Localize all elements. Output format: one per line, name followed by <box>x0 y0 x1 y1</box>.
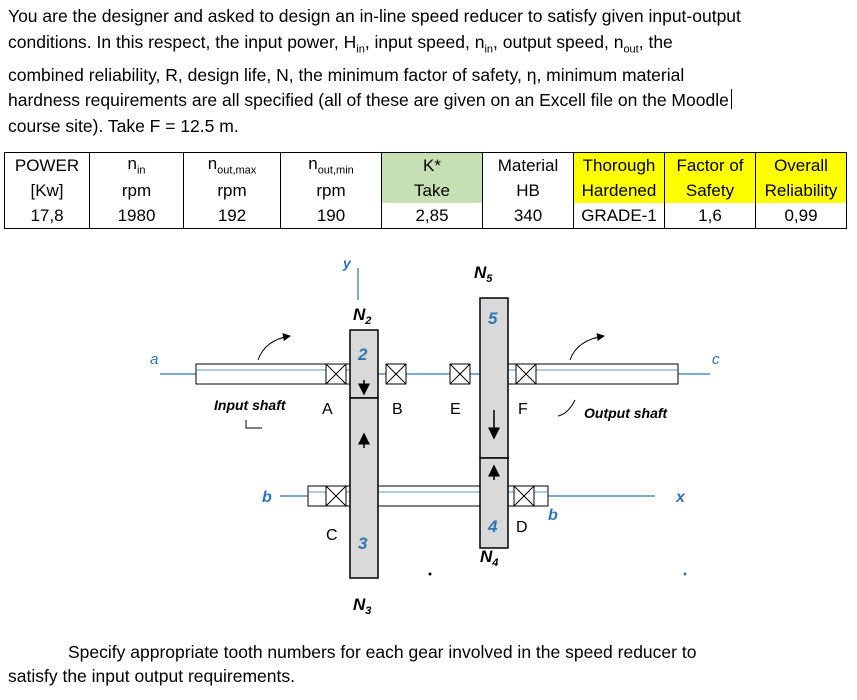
unit-rpm-out-min: rpm <box>281 178 382 203</box>
input-shaft-leader <box>246 420 262 428</box>
label-input-shaft: Input shaft <box>214 397 286 413</box>
task-question <box>8 640 848 688</box>
label-output-shaft: Output shaft <box>584 405 668 421</box>
header-power: POWER <box>5 153 90 179</box>
label-bearing-c: C <box>326 527 338 544</box>
bearing-d <box>514 486 534 506</box>
label-n2: $N_2$ <box>353 305 372 327</box>
value-n-out-min: 190 <box>281 203 382 229</box>
label-n3: $N_3$ <box>353 595 372 617</box>
value-n-in: 1980 <box>90 203 184 229</box>
intro-line-5: course site). Take F = 12.5 m. <box>8 115 239 136</box>
input-shaft <box>196 364 374 384</box>
label-a: a <box>150 351 159 368</box>
unit-hardened: Hardened <box>574 178 665 203</box>
gear-train-diagram <box>0 240 857 630</box>
value-grade: GRADE-1 <box>574 203 665 229</box>
label-n4: $N_4$ <box>480 547 499 569</box>
unit-rpm-out-max: rpm <box>184 178 281 203</box>
label-y: y <box>343 255 351 271</box>
label-c: c <box>712 351 720 368</box>
header-thorough: Thorough <box>574 153 665 179</box>
header-n-out-min: $n_{out,min}$ <box>281 153 382 179</box>
unit-reliability: Reliability <box>756 178 847 203</box>
label-b-left: b <box>262 489 272 506</box>
output-rotation-arrow-icon <box>570 336 604 360</box>
bearing-f <box>516 364 536 384</box>
bearing-b <box>386 364 406 384</box>
bearing-e <box>450 364 470 384</box>
header-material: Material <box>483 153 574 179</box>
text-cursor <box>731 89 732 109</box>
unit-rpm-in: rpm <box>90 178 184 203</box>
label-bearing-a: A <box>322 401 333 418</box>
unit-hb: HB <box>483 178 574 203</box>
value-safety: 1,6 <box>665 203 756 229</box>
value-hb: 340 <box>483 203 574 229</box>
output-shaft-leader <box>558 400 575 416</box>
gear-5-number: 5 <box>488 309 498 328</box>
specification-table <box>4 152 847 229</box>
intro-line-2: conditions. In this respect, the input power, $H_{in}$, input speed, $n_{in}$, output speed, $n_{out}$, the <box>8 31 673 55</box>
label-b-right: b <box>548 507 558 524</box>
header-factor-of: Factor of <box>665 153 756 179</box>
label-bearing-b: B <box>392 401 403 418</box>
header-n-in: $n_{in}$ <box>90 153 184 179</box>
intro-line-3: combined reliability, R, design life, N, the minimum factor of safety, η, minimum material <box>8 64 685 85</box>
value-k-star: 2,85 <box>382 203 483 229</box>
stray-dot <box>684 573 687 576</box>
gear-2-number: 2 <box>358 345 368 364</box>
header-n-out-max: $n_{out,max}$ <box>184 153 281 179</box>
label-bearing-f: F <box>518 401 528 418</box>
unit-kw: [Kw] <box>5 178 90 203</box>
intro-line-4: hardness requirements are all specified (all of these are given on an Excell file on the Moodle <box>8 88 848 114</box>
bearing-a <box>326 364 346 384</box>
label-x: x <box>676 489 685 506</box>
value-n-out-max: 192 <box>184 203 281 229</box>
header-overall: Overall <box>756 153 847 179</box>
gear-3-number: 3 <box>358 534 368 553</box>
gear-4-number: 4 <box>488 517 498 536</box>
label-n5: $N_5$ <box>474 263 493 285</box>
header-k-star: K* <box>382 153 483 179</box>
value-reliability: 0,99 <box>756 203 847 229</box>
stray-dot <box>429 573 432 576</box>
bearing-c <box>326 486 346 506</box>
question-line-2: satisfy the input output requirements. <box>8 666 295 686</box>
unit-take: Take <box>382 178 483 203</box>
unit-safety: Safety <box>665 178 756 203</box>
problem-statement <box>8 4 848 139</box>
question-line-1: Specify appropriate tooth numbers for each gear involved in the speed reducer to <box>68 642 697 662</box>
intro-line-1: You are the designer and asked to design an in-line speed reducer to satisfy given input-output <box>8 6 741 26</box>
output-shaft <box>482 364 678 384</box>
label-bearing-e: E <box>450 401 461 418</box>
input-rotation-arrow-icon <box>258 336 290 360</box>
value-power: 17,8 <box>5 203 90 229</box>
label-bearing-d: D <box>516 519 528 536</box>
